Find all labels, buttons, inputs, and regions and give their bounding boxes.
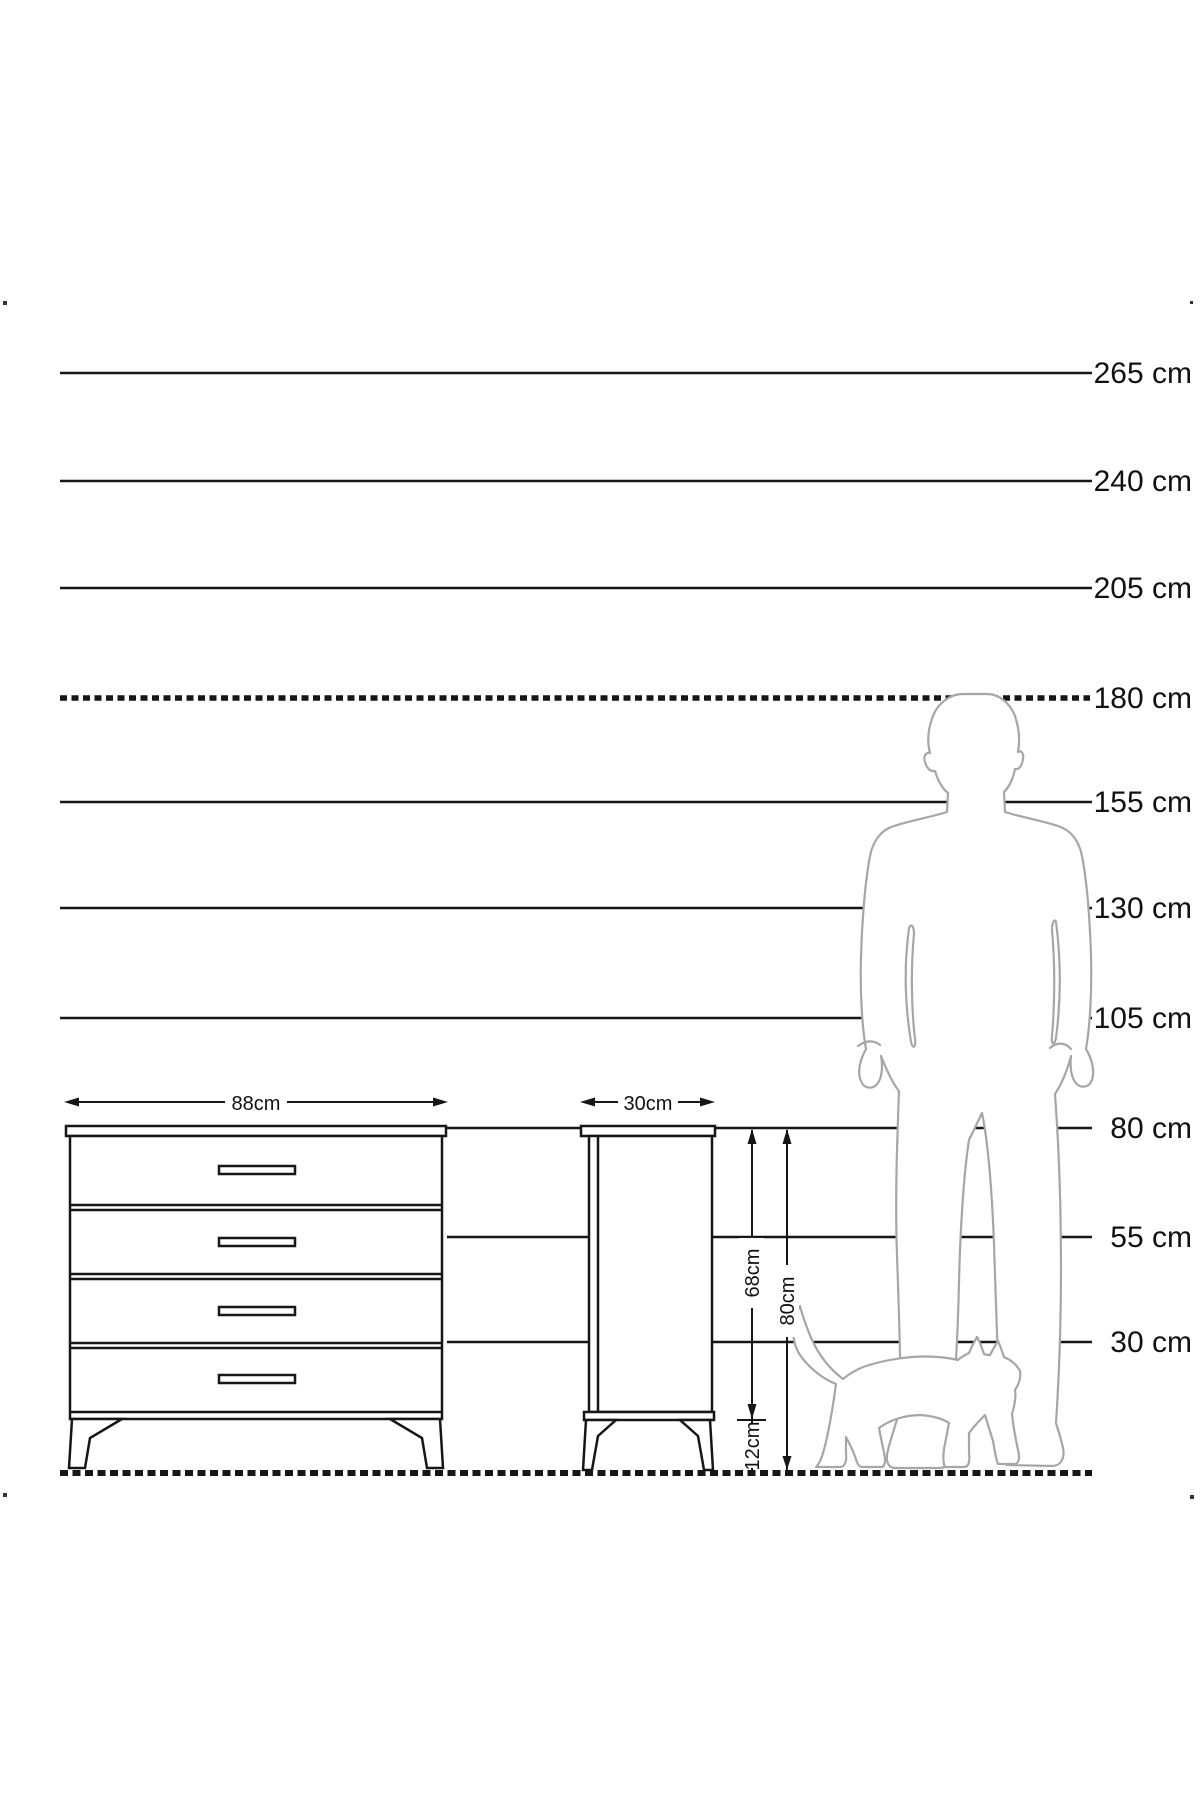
cabinet-side-view xyxy=(581,1126,715,1470)
cabinet-top-band xyxy=(581,1126,715,1136)
arrow-up-icon xyxy=(783,1129,792,1144)
total-height-label: 80cm xyxy=(777,1276,799,1326)
scale-label-55: 55 cm xyxy=(1110,1221,1192,1254)
dresser-front-view xyxy=(66,1126,446,1468)
scale-label-80: 80 cm xyxy=(1110,1112,1192,1145)
leg-height-label: 12cm xyxy=(742,1421,764,1471)
arrow-right-icon xyxy=(700,1098,715,1107)
scale-label-130: 130 cm xyxy=(1093,892,1192,925)
cabinet-depth-label: 30cm xyxy=(623,1093,673,1115)
arrow-left-icon xyxy=(64,1098,79,1107)
cabinet-leg-left xyxy=(583,1420,616,1470)
scale-label-105: 105 cm xyxy=(1093,1002,1192,1035)
scale-label-180: 180 cm xyxy=(1093,682,1192,715)
height-ruler-labels xyxy=(1094,357,1192,1359)
dresser-top-band xyxy=(66,1126,446,1136)
body-height-label: 68cm xyxy=(742,1248,764,1298)
scale-label-155: 155 cm xyxy=(1093,786,1192,819)
dimension-30cm xyxy=(580,1090,715,1115)
drawer-handle-1 xyxy=(219,1166,295,1174)
arrow-down-icon xyxy=(783,1456,792,1470)
dimension-12cm xyxy=(739,1422,764,1471)
arrow-right-icon xyxy=(433,1098,448,1107)
dresser-leg-right xyxy=(390,1419,443,1468)
cabinet-leg-right xyxy=(680,1420,713,1470)
drawer-handle-2 xyxy=(219,1238,295,1246)
dresser-width-label: 88cm xyxy=(231,1093,281,1115)
dresser-leg-left xyxy=(69,1419,122,1468)
drawer-handle-4 xyxy=(219,1375,295,1383)
arrow-down-icon xyxy=(748,1404,757,1419)
arrow-left-icon xyxy=(580,1098,595,1107)
cabinet-body xyxy=(589,1136,712,1412)
scale-label-30: 30 cm xyxy=(1110,1326,1192,1359)
scale-label-205: 205 cm xyxy=(1093,572,1192,605)
arrow-up-icon xyxy=(748,1129,757,1144)
scale-label-240: 240 cm xyxy=(1093,465,1192,498)
scale-label-265: 265 cm xyxy=(1093,357,1192,390)
dimension-88cm xyxy=(64,1090,448,1115)
drawer-handle-3 xyxy=(219,1307,295,1315)
